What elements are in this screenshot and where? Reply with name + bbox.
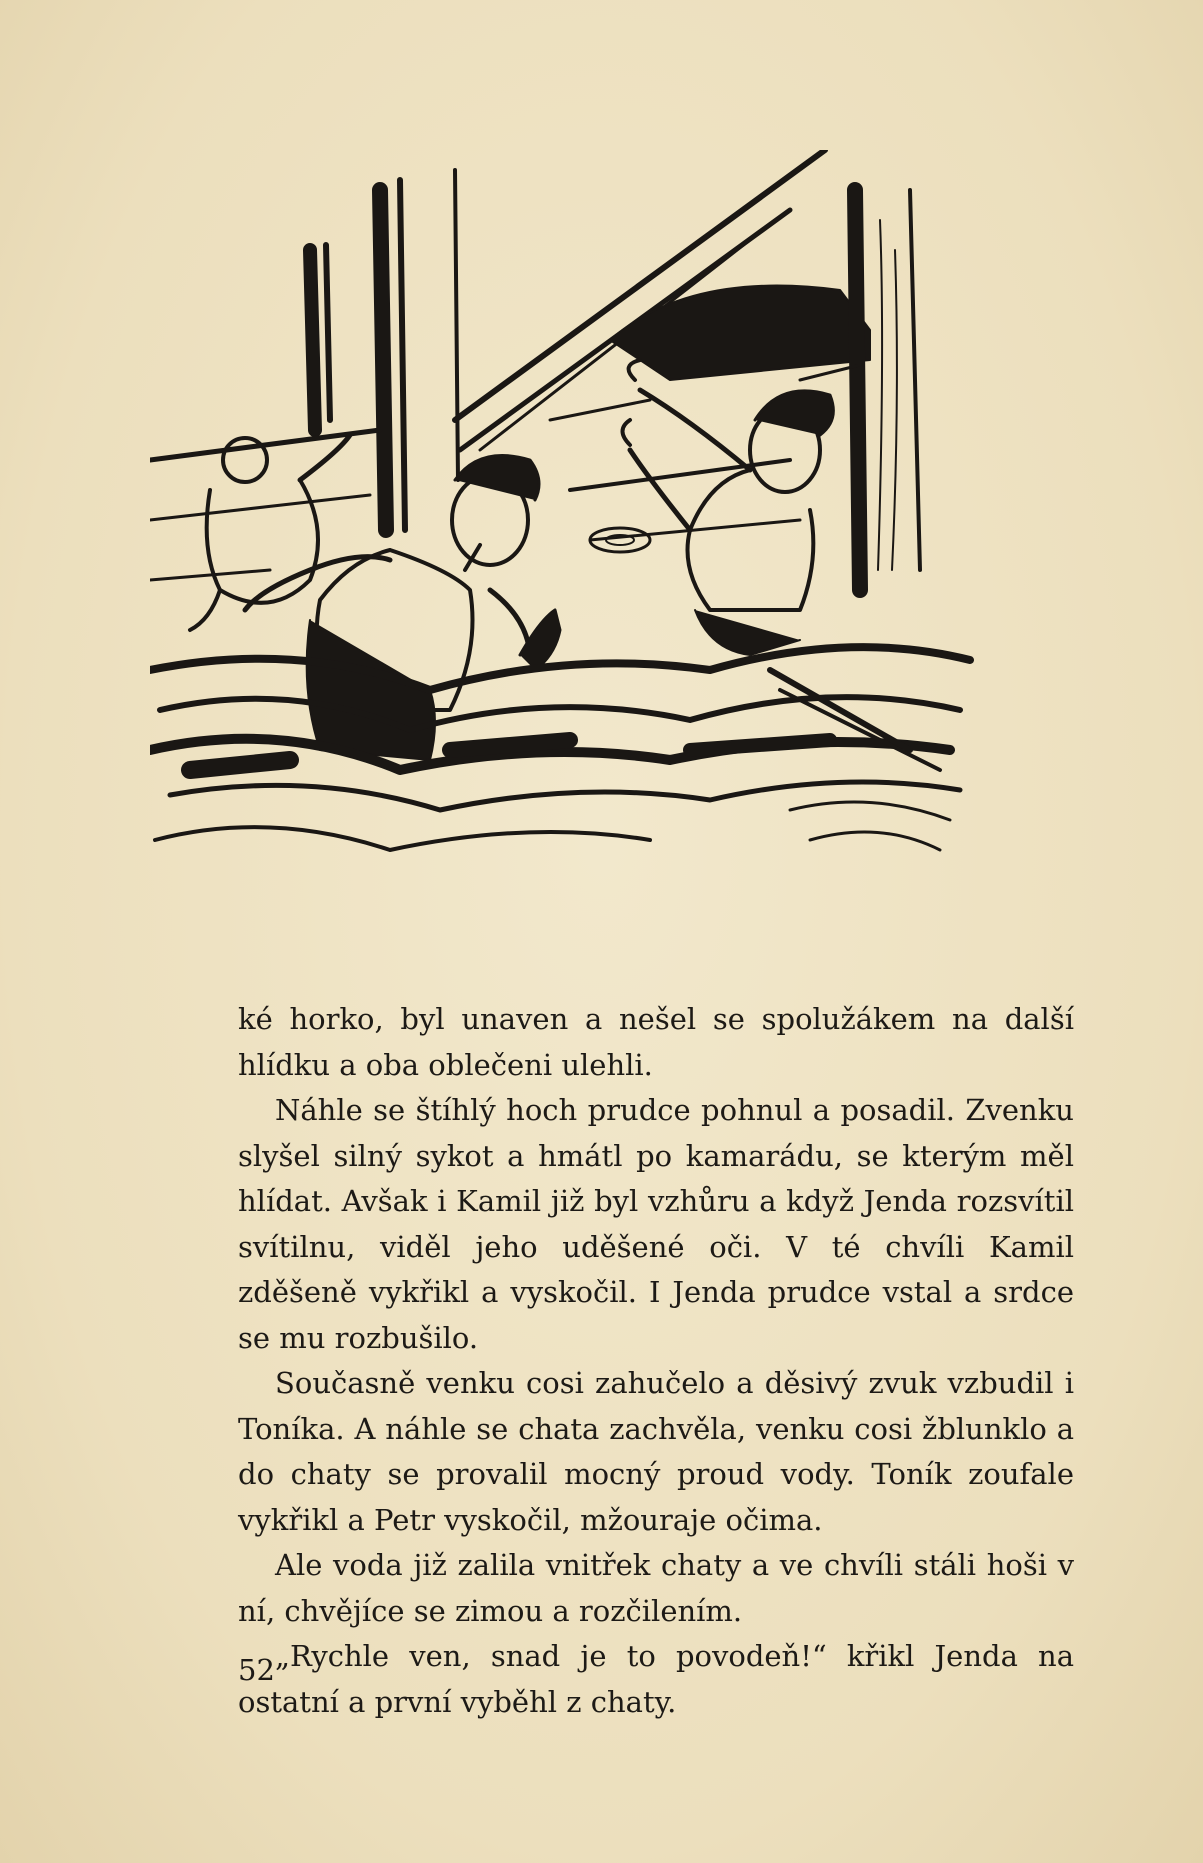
paragraph: Náhle se štíhlý hoch prudce pohnul a posadil. Zvenku slyšel silný sykot a hmátl po kamarádu, se kterým měl hlídat. Avšak i Kamil již byl vzhůru a když Jenda rozsvítil svítilnu, viděl jeho uděšené oči. V té chvíli Kamil zděšeně vykřikl a vyskočil. I Jenda prudce vstal a srdce se mu rozbušilo.	[238, 1093, 1074, 1355]
flood-scene-drawing-icon	[150, 150, 1160, 980]
paragraph: ké horko, byl unaven a nešel se spolužákem na další hlídku a oba oblečeni ulehli.	[238, 1002, 1074, 1082]
body-text	[238, 997, 1074, 1725]
paragraph: Ale voda již zalila vnitřek chaty a ve chvíli stáli hoši v ní, chvějíce se zimou a rozčilením.	[238, 1548, 1074, 1628]
paragraph: Současně venku cosi zahučelo a děsivý zvuk vzbudil i Toníka. A náhle se chata zachvěla, venku cosi žblunklo a do chaty se provalil mocný proud vody. Toník zoufale vykřikl a Petr vyskočil, mžouraje očima.	[238, 1366, 1074, 1537]
paragraph: „Rychle ven, snad je to povodeň!“ křikl Jenda na ostatní a první vyběhl z chaty.	[238, 1639, 1074, 1719]
illustration	[150, 150, 1160, 980]
page-number: 52	[238, 1653, 275, 1687]
